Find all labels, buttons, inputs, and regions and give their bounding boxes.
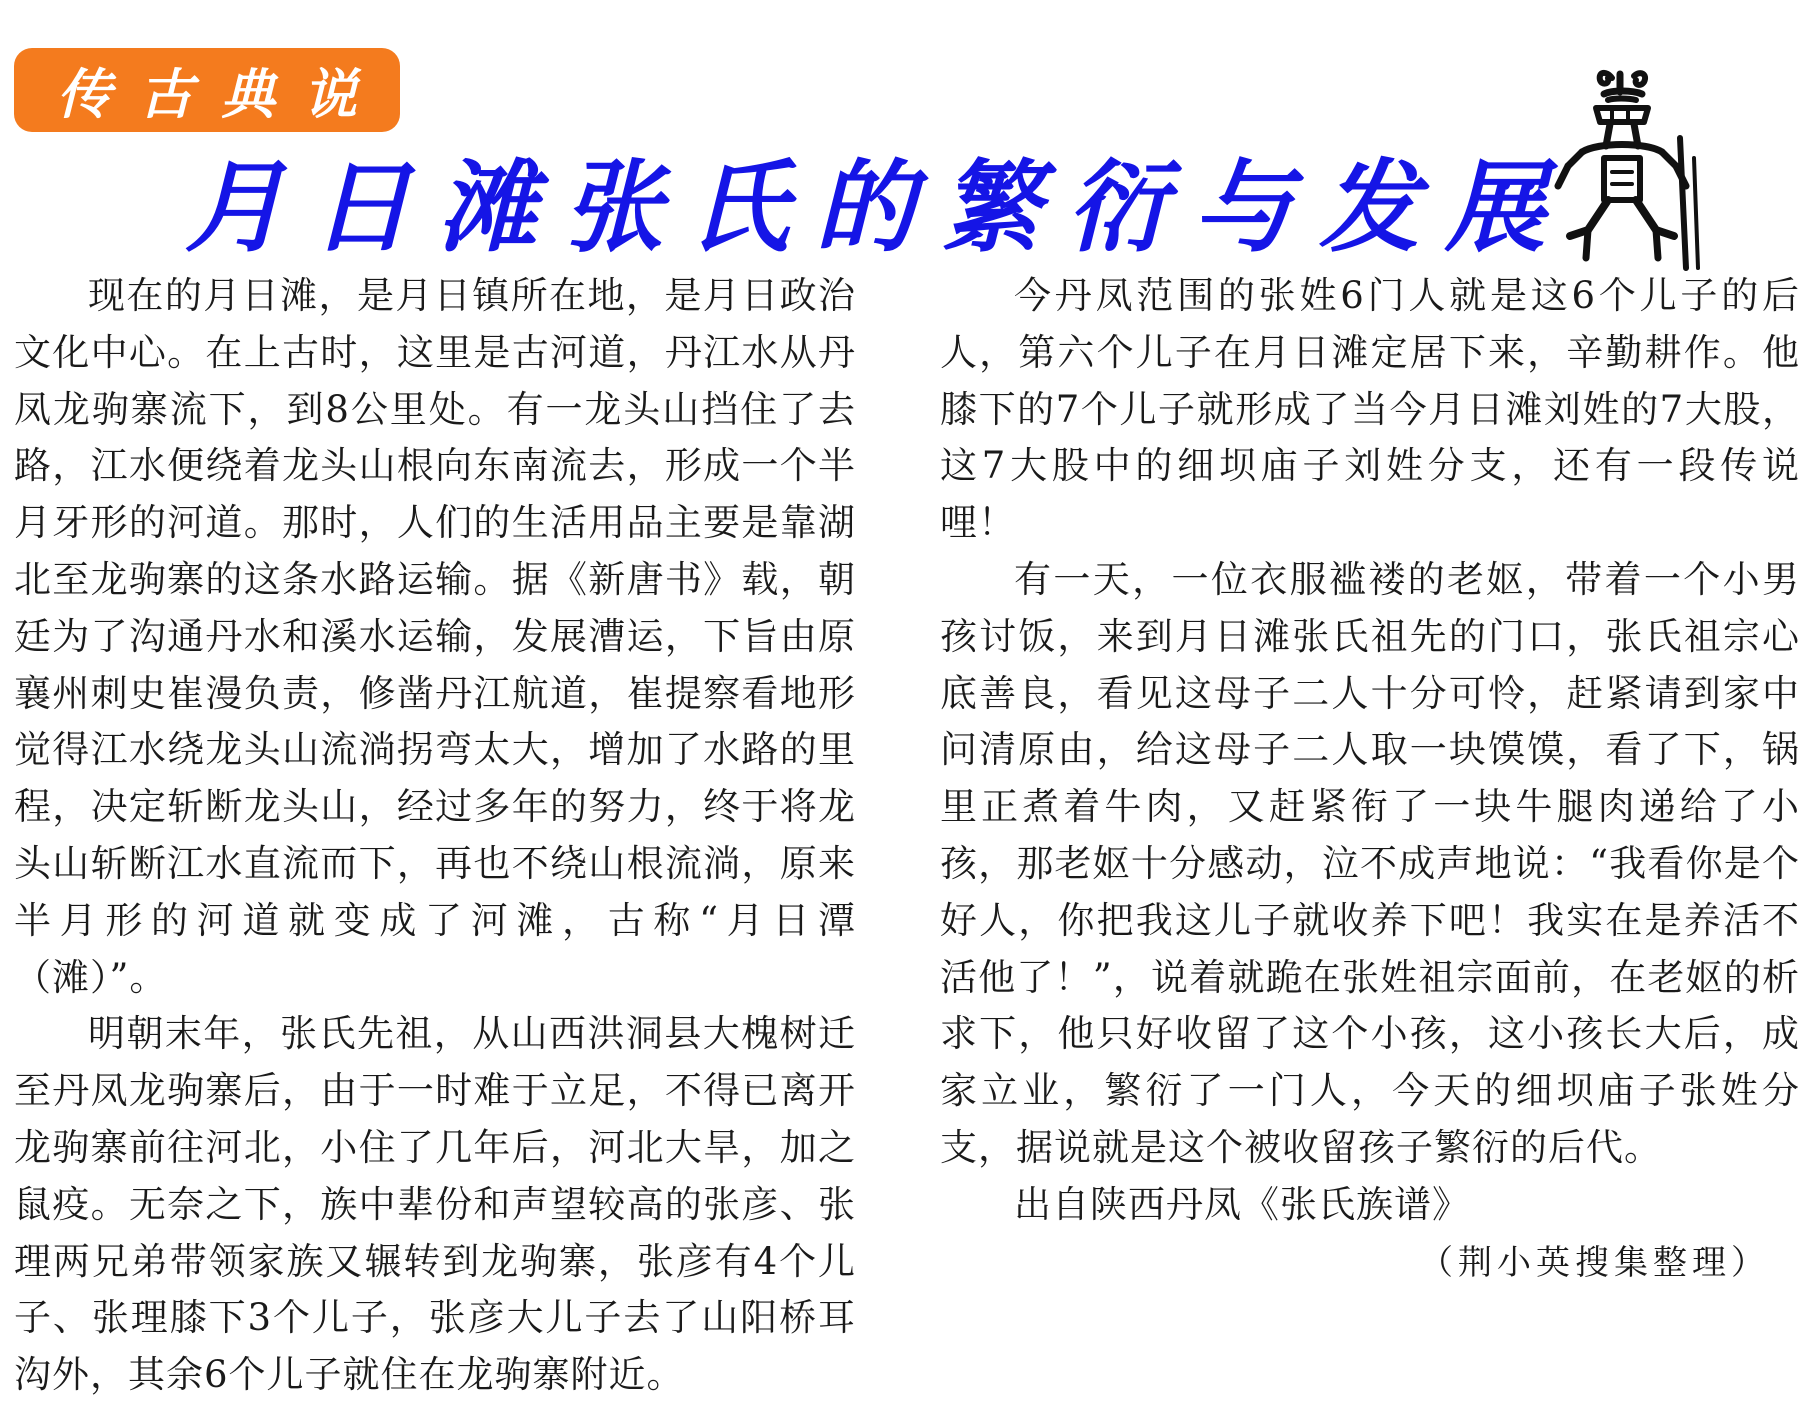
- article-paragraph: 明朝末年，张氏先祖，从山西洪洞县大槐树迁至丹凤龙驹寨后，由于一时难于立足，不得已离开龙驹寨前往河北，小住了几年后，河北大旱，加之鼠疫。无奈之下，族中辈份和声望较高的张彦、张理两兄弟带领家族又辗转到龙驹寨，张彦有4个儿子、张理膝下3个儿子，张彦大儿子去了山阳桥耳沟外，其余6个儿子就住在龙驹寨附近。: [14, 1012, 856, 1397]
- article-column-left: [14, 268, 856, 1404]
- article-paragraph: 今丹凤范围的张姓6门人就是这6个儿子的后人，第六个儿子在月日滩定居下来，辛勤耕作。他膝下的7个儿子就形成了当今月日滩刘姓的7大股，这7大股中的细坝庙子刘姓分支，还有一段传说哩！: [940, 274, 1800, 545]
- article-paragraph: 现在的月日滩，是月日镇所在地，是月日政治文化中心。在上古时，这里是古河道，丹江水从丹凤龙驹寨流下，到8公里处。有一龙头山挡住了去路，江水便绕着龙头山根向东南流去，形成一个半月牙形的河道。那时，人们的生活用品主要是靠湖北至龙驹寨的这条水路运输。据《新唐书》载，朝廷为了沟通丹水和溪水运输，发展漕运，下旨由原襄州刺史崔漫负责，修凿丹江航道，崔提察看地形觉得江水绕龙头山流淌拐弯太大，增加了水路的里程，决定斩断龙头山，经过多年的努力，终于将龙头山斩断江水直流而下，再也不绕山根流淌，原来半月形的河道就变成了河滩，古称“月日潭（滩）”。: [14, 274, 856, 999]
- section-badge-label: 传古典说: [57, 61, 385, 126]
- section-badge: [14, 48, 400, 132]
- article-column-right: [940, 268, 1800, 1292]
- article-paragraph: 有一天，一位衣服褴褛的老妪，带着一个小男孩讨饭，来到月日滩张氏祖先的门口，张氏祖宗心底善良，看见这母子二人十分可怜，赶紧请到家中问清原由，给这母子二人取一块馍馍，看了下，锅里正煮着牛肉，又赶紧衔了一块牛腿肉递给了小孩，那老妪十分感动，泣不成声地说：“我看你是个好人，你把我这儿子就收养下吧！我实在是养活不活他了！”，说着就跪在张姓祖宗面前，在老妪的析求下，他只好收留了这个小孩，这小孩长大后，成家立业，繁衍了一门人，今天的细坝庙子张姓分支，据说就是这个被收留孩子繁衍的后代。: [940, 557, 1800, 1169]
- source-note: 出自陕西丹凤《张氏族谱》: [1014, 1182, 1470, 1226]
- article-credit: （荆小英搜集整理）: [1419, 1242, 1770, 1283]
- ancient-glyph-icon: [1548, 68, 1706, 272]
- article-title: 月日滩张氏的繁衍与发展: [185, 148, 1571, 266]
